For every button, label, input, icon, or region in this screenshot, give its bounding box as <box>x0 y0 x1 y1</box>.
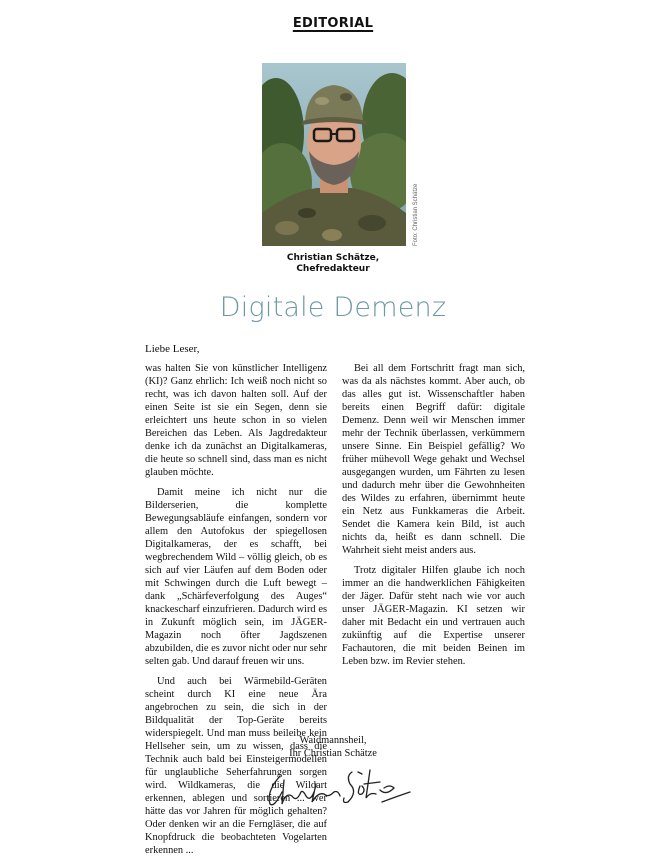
headline: Digitale Demenz <box>219 292 447 323</box>
text-column-right <box>342 362 525 675</box>
paragraph-1: was halten Sie von künstlicher Intelligenz (KI)? Ganz ehrlich: Ich weiß noch nicht so recht, was ich davon halten soll. Auf der einen Seite ist sie ein Segen, denn sie erleichtert uns heute schon in so vielen Bereichen das Leben. Als Jagdredakteur denke ich da zunächst an Digitalkameras, die heute so schnell sind, dass man es nicht glauben möchte. <box>145 363 327 478</box>
closing-signoff: Ihr Christian Schätze <box>289 748 377 759</box>
paragraph-2: Damit meine ich nicht nur die Bilderserien, die komplette Bewegungsabläufe einfangen, sondern vor allem den Autofokus der spiegellosen Digitalkameras, der es schafft, bei wegbrechendem Wild – völlig gleich, ob es sich auf vier Läufen auf dem Boden oder mit Schwingen durch die Luft bewegt – dank „Schärfeverfolgung des Auges“ knackescharf einzufrieren. Dadurch wird es in Zukunft möglich sein, im JÄGER-Magazin noch öfter Jagdszenen abzubilden, die es zuvor nicht oder nur sehr selten gab. Und darauf freuen wir uns. <box>145 487 327 667</box>
closing-greeting: Waidmannsheil, <box>299 735 367 746</box>
author-photo <box>262 63 406 246</box>
section-label-text: EDITORIAL <box>292 16 374 31</box>
closing <box>233 734 433 760</box>
caption-role: Chefredakteur <box>296 264 370 274</box>
paragraph-4: Bei all dem Fortschritt fragt man sich, was da als nächstes kommt. Aber auch, ob das alles gut ist. Wissenschaftler haben bereits einen Begriff dafür: digitale Demenz. Denn weil wir Menschen immer mehr der Technik überlassen, verkümmern unsere Sinne. Ein Beispiel gefällig? Wo früher mühevoll Wege gehakt und Wechsel ausgegangen wurden, um Fährten zu lesen und dadurch mehr über die Gewohnheiten des Wildes zu erfahren, übernimmt heute ein Netz aus Funkkameras die Arbeit. Sendet die Kamera kein Bild, ist auch nichts da, heißt es dann schnell. Die Wahrheit sieht meist anders aus. <box>342 363 525 556</box>
salutation: Liebe Leser, <box>145 343 200 355</box>
paragraph-5: Trotz digitaler Hilfen glaube ich noch immer an die handwerklichen Fähigkeiten der Jäger. Dafür steht nach wie vor auch unser JÄGER-Magazin. KI setzen wir daher mit Bedacht ein und vertrauen auch zukünftig auf die Expertise unserer Fachautoren, die mit beiden Beinen im Leben bzw. im Revier stehen. <box>342 565 525 667</box>
section-label <box>0 16 666 31</box>
caption-name: Christian Schätze, <box>286 253 380 263</box>
photo-caption <box>233 253 433 275</box>
paragraph-3: Und auch bei Wärmebild-Geräten scheint durch KI eine neue Ära angebrochen zu sein, die sich in der Bildqualität der Top-Geräte bereits widerspiegelt. Und man muss beileibe kein Hellseher sein, um zu wissen, dass die Technik auch bald bei Einsteigermodellen für unglaubliche Seherfahrungen sorgen wird. Wildkameras, die die Wildart erkennen, ablegen und sortieren ... wer hätte das vor Jahren für möglich gehalten? Oder denken wir an die Ferngläser, die auf Knopfdruck die beobachteten Vogelarten erkennen ... <box>145 676 327 856</box>
photo-credit: Foto: Christian Schätze <box>413 183 419 246</box>
handwritten-signature <box>262 762 422 812</box>
